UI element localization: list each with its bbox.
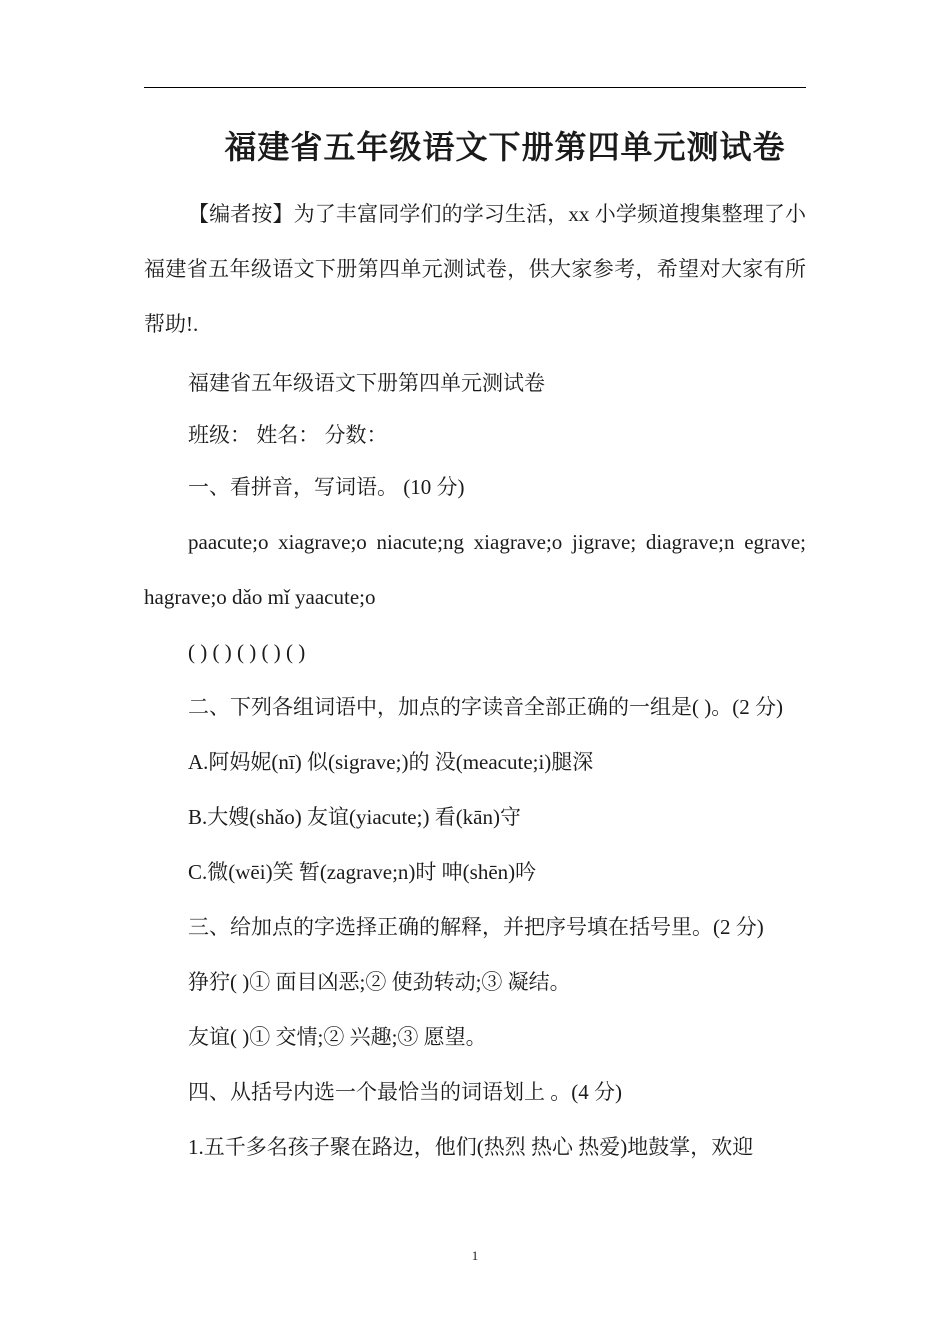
section-3-heading: 三、给加点的字选择正确的解释，并把序号填在括号里。(2 分): [188, 915, 764, 939]
document-body: [144, 187, 806, 1175]
student-info-line: 班级： 姓名： 分数：: [188, 423, 388, 447]
section-4-heading: 四、从括号内选一个最恰当的词语划上 。(4 分): [188, 1080, 622, 1104]
option-b: B.大嫂(shǎo) 友谊(yiacute;) 看(kān)守: [188, 805, 521, 829]
document-title: 福建省五年级语文下册第四单元测试卷: [224, 128, 786, 166]
pinyin-line: paacute;o xiagrave;o niacute;ng xiagrave;o jigrave; diagrave;n egrave; hagrave;o dǎo mǐ yaacute;o: [144, 530, 806, 609]
option-a: A.阿妈妮(nī) 似(sigrave;)的 没(meacute;i)腿深: [188, 750, 594, 774]
option-c: C.微(wēi)笑 暂(zagrave;n)时 呻(shēn)吟: [188, 860, 537, 884]
editor-note: 【编者按】为了丰富同学们的学习生活，xx 小学频道搜集整理了小福建省五年级语文下册第四单元测试卷，供大家参考，希望对大家有所帮助!.: [144, 202, 806, 336]
question-4-item-1: 1.五千多名孩子聚在路边，他们(热烈 热心 热爱)地鼓掌，欢迎: [188, 1135, 754, 1159]
subtitle-line: 福建省五年级语文下册第四单元测试卷: [188, 371, 545, 395]
section-1-heading: 一、看拼音，写词语。 (10 分): [188, 475, 465, 499]
definition-item-2: 友谊( )① 交情;② 兴趣;③ 愿望。: [188, 1025, 487, 1049]
answer-brackets: ( ) ( ) ( ) ( ) ( ): [188, 640, 306, 664]
page-number: 1: [471, 1248, 479, 1263]
definition-item-1: 狰狞( )① 面目凶恶;② 使劲转动;③ 凝结。: [188, 970, 571, 994]
section-2-heading: 二、下列各组词语中，加点的字读音全部正确的一组是( )。(2 分): [188, 695, 783, 719]
header-rule: [144, 87, 806, 88]
